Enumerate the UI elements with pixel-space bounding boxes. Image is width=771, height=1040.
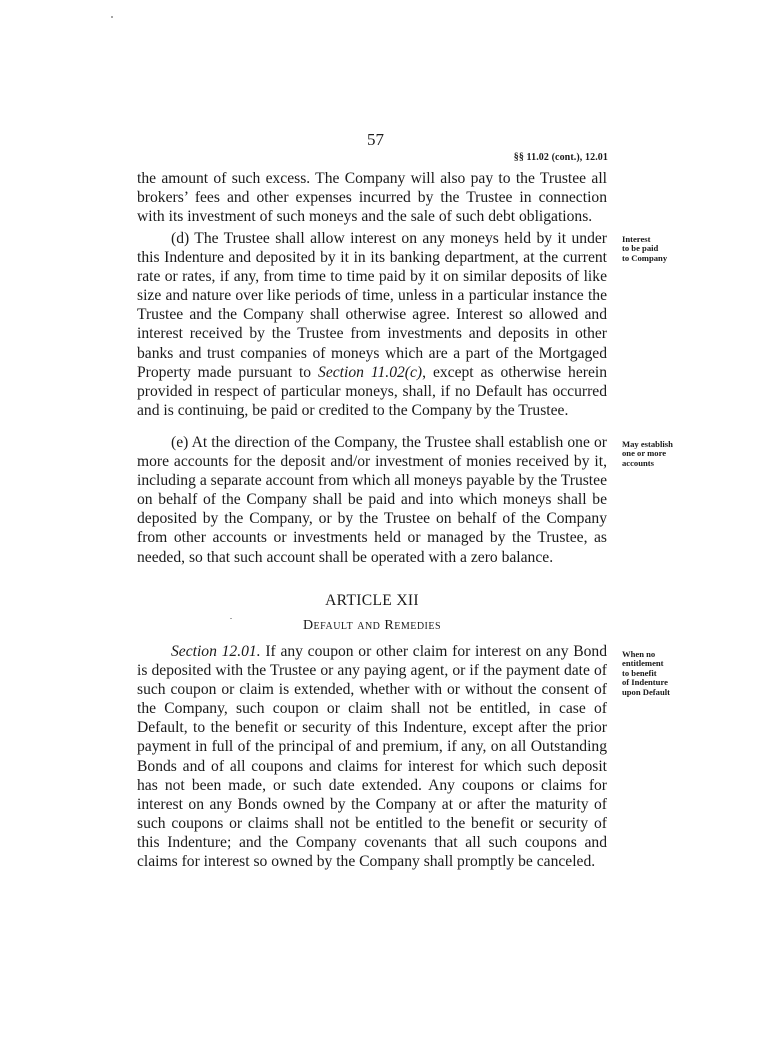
paragraph-d-part2: , except as otherwise herein provided in respect of particular moneys, shall, if no Default has occurred and is continuing, be paid or credited to the Company by the Trustee. <box>137 363 607 419</box>
section-12-01-body: If any coupon or other claim for interest on any Bond is deposited with the Trustee or any paying agent, or if the payment date of such coupon or claim is extended, whether with or without the consent of the Company, such coupon or claim shall not be entitled, in case of Default, to the benefit or security of this Indenture, except after the prior payment in full of the principal of and premium, if any, on all Outstanding Bonds and of all coupons and claims for interest for which such deposit has not been made, or such date extended. Any coupons or claims for interest on any Bonds owned by the Company at or after the maturity of such coupons or claims shall not be entitled to the benefit or security of this Indenture; and the Company covenants that all such coupons and claims for interest so owned by the Company shall promptly be canceled. <box>137 643 607 871</box>
margin-note-line: of Indenture <box>622 677 668 688</box>
paragraph-continuation <box>137 169 607 226</box>
margin-note-line: upon Default <box>622 686 670 697</box>
margin-note-accounts <box>622 440 702 468</box>
scan-speck <box>111 16 113 18</box>
margin-note-default <box>622 650 702 697</box>
section-label: Section 12.01. <box>171 643 261 660</box>
page-number <box>0 130 771 150</box>
article-subtitle: Default and Remedies <box>302 618 442 633</box>
margin-note-line: May establish <box>622 439 673 449</box>
article-title: ARTICLE XII <box>325 592 419 609</box>
paragraph-e <box>137 433 607 567</box>
section-reference: Section 11.02(c) <box>318 363 423 381</box>
margin-note-line: one or more <box>622 448 667 459</box>
running-head: §§ 11.02 (cont.), 12.01 <box>513 152 608 163</box>
paragraph-continuation-text: the amount of such excess. The Company will also pay to the Trustee all brokers’ fees and other expenses incurred by the Trustee in connection with its investment of such moneys and the sale of such debt obligations. <box>137 170 607 226</box>
margin-note-line: entitlement <box>622 658 664 669</box>
paragraph-d-text <box>137 229 607 420</box>
paragraph-d <box>137 229 607 420</box>
margin-note-line: When no <box>622 649 656 659</box>
margin-note-line: Interest <box>622 234 651 244</box>
section-12-01-text <box>137 642 607 871</box>
margin-note-line: to benefit <box>622 667 657 678</box>
paragraph-e-text: (e) At the direction of the Company, the Trustee shall establish one or more accounts for the deposit and/or investment of monies received by it, including a separate account from which all moneys payable by the Trustee on behalf of the Company shall be paid and into which moneys shall be deposited by the Company, or by the Trustee on behalf of the Company from other accounts or investments held or managed by the Trustee, as needed, so that such account shall be operated with a zero balance. <box>137 434 607 566</box>
section-12-01 <box>137 642 607 871</box>
margin-note-line: to be paid <box>622 243 659 254</box>
margin-note-line: to Company <box>622 252 668 263</box>
page-number-text: 57 <box>367 130 384 149</box>
margin-note-line: accounts <box>622 457 654 468</box>
paragraph-d-part1: (d) The Trustee shall allow interest on any moneys held by it under this Indenture and deposited by it in its banking department, at the current rate or rates, if any, from time to time paid by it on similar deposits of like size and nature over like periods of time, unless in a particular instance the Trustee and the Company shall otherwise agree. Interest so allowed and interest received by the Trustee from investments and deposits in other banks and trust companies of moneys which are a part of the Mortgaged Property made pursuant to <box>137 230 607 381</box>
margin-note-interest <box>622 235 702 263</box>
